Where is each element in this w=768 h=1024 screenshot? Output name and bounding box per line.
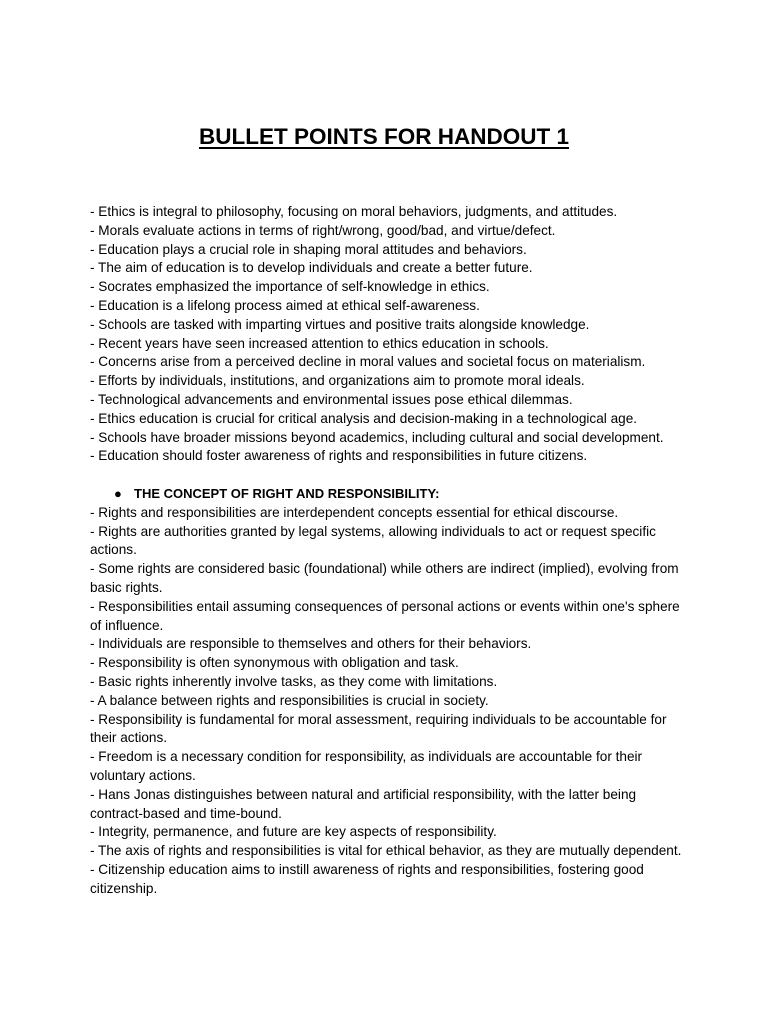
list-item: - Basic rights inherently involve tasks, as they come with limitations. [90,673,498,689]
list-item: - Socrates emphasized the importance of self-knowledge in ethics. [90,279,490,295]
list-item: - The axis of rights and responsibilities is vital for ethical behavior, as they are mutually dependent. [90,843,682,859]
list-item: - Responsibility is often synonymous with obligation and task. [90,655,459,671]
list-item: - Concerns arise from a perceived decline in moral values and societal focus on materialism. [90,354,646,370]
list-item: - Freedom is a necessary condition for responsibility, as individuals are accountable for their voluntary actions. [90,749,643,783]
list-item: - Education is a lifelong process aimed at ethical self-awareness. [90,297,480,313]
list-item: - Individuals are responsible to themselves and others for their behaviors. [90,636,532,652]
list-item: - Some rights are considered basic (foundational) while others are indirect (implied), evolving from basic rights. [90,561,679,595]
list-item: - Hans Jonas distinguishes between natural and artificial responsibility, with the latter being contract-based and time-bound. [90,786,637,821]
list-item: - Responsibilities entail assuming consequences of personal actions or events within one's sphere of influence. [90,598,680,633]
list-item: - Efforts by individuals, institutions, and organizations aim to promote moral ideals. [90,373,585,389]
list-item: - Ethics education is crucial for critical analysis and decision-making in a technological age. [90,410,638,426]
list-item: - Citizenship education aims to instill awareness of rights and responsibilities, fostering good citizenship. [90,861,644,896]
section-heading [90,485,690,504]
list-item: - Education plays a crucial role in shaping moral attitudes and behaviors. [90,241,527,257]
intro-bullet-list [90,203,690,466]
list-item: - Technological advancements and environmental issues pose ethical dilemmas. [90,391,573,407]
document-title: BULLET POINTS FOR HANDOUT 1 [199,124,569,149]
rights-responsibility-section [90,485,690,899]
list-item: - Schools are tasked with imparting virtues and positive traits alongside knowledge. [90,316,590,332]
list-item: - Schools have broader missions beyond academics, including cultural and social development. [90,429,664,445]
list-item: - A balance between rights and responsibilities is crucial in society. [90,692,489,708]
bullet-icon: ● [114,486,122,501]
list-item: - The aim of education is to develop individuals and create a better future. [90,260,533,276]
list-item: - Responsibility is fundamental for moral assessment, requiring individuals to be accountable for their actions. [90,711,667,746]
list-item: - Morals evaluate actions in terms of right/wrong, good/bad, and virtue/defect. [90,222,556,238]
section-heading-text: THE CONCEPT OF RIGHT AND RESPONSIBILITY: [134,486,440,501]
list-item: - Rights are authorities granted by legal systems, allowing individuals to act or request specific actions. [90,523,656,558]
list-item: - Recent years have seen increased attention to ethics education in schools. [90,335,549,351]
list-item: - Integrity, permanence, and future are key aspects of responsibility. [90,824,497,840]
list-item: - Rights and responsibilities are interdependent concepts essential for ethical discourse. [90,504,619,520]
list-item: - Education should foster awareness of rights and responsibilities in future citizens. [90,448,588,464]
list-item: - Ethics is integral to philosophy, focusing on moral behaviors, judgments, and attitudes. [90,204,618,219]
